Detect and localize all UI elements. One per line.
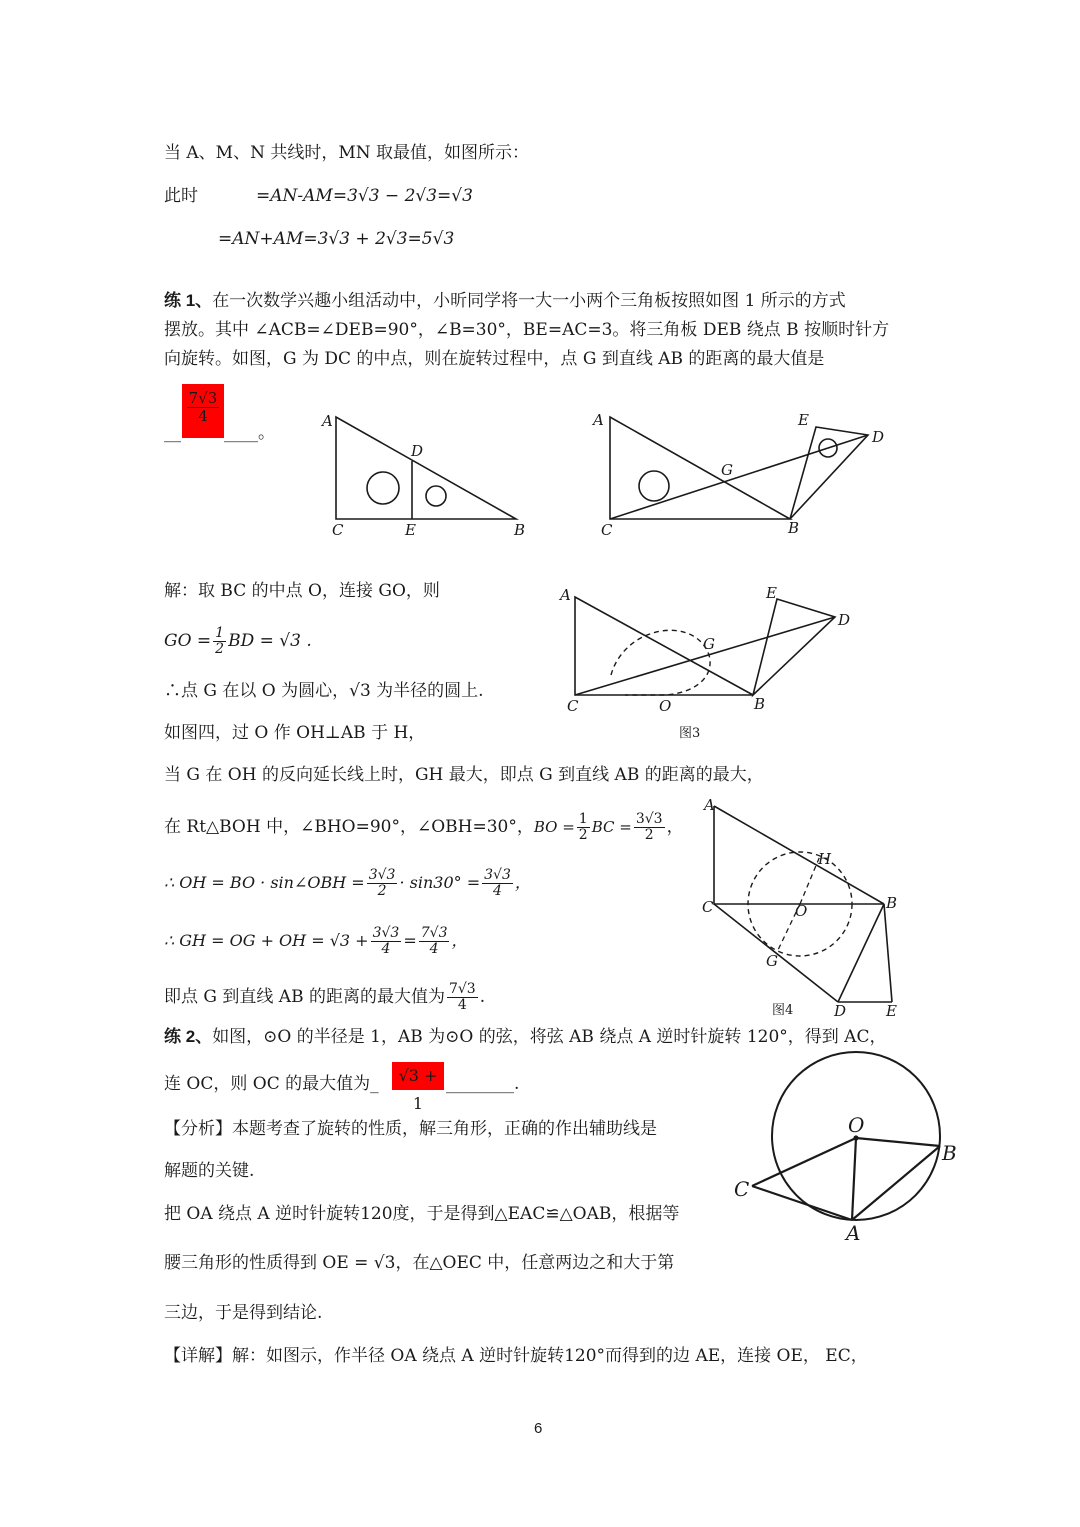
exercise-1-title: 练 1、 <box>164 291 213 310</box>
fig3-label-g: G <box>703 635 715 653</box>
fig2-label-e: E <box>798 411 809 429</box>
solution-1-line-9: 即点 G 到直线 AB 的距离的最大值为 $\frac{7√3}{4}$ . <box>164 981 486 1013</box>
fig4-label-b: B <box>886 894 898 912</box>
analysis-line-1: 【分析】本题考查了旋转的性质，解三角形，正确的作出辅助线是 <box>164 1119 657 1139</box>
figure-3 <box>555 585 865 745</box>
exercise-1-text-c: 向旋转。如图，G 为 DC 的中点，则在旋转过程中，点 G 到直线 AB 的距离的最大值是 <box>164 349 825 369</box>
exercise-1-blank-left: __ <box>164 423 181 443</box>
fig2-label-g: G <box>721 461 733 479</box>
fig3-caption: 图3 <box>679 726 701 741</box>
intro-line-3-eq: =AN+AM=3√3 + 2√3=5√3 <box>218 229 455 249</box>
fig4-label-h: H <box>818 850 832 868</box>
fig4-label-d: D <box>834 1002 847 1020</box>
intro-line-2-lead: 此时 <box>164 186 198 206</box>
solution-1-line-4: 如图四，过 O 作 OH⊥AB 于 H， <box>164 723 426 743</box>
solution-1-line-3: ∴点 G 在以 O 为圆心，√3 为半径的圆上. <box>164 681 484 701</box>
exercise-1-text-b: 摆放。其中 ∠ACB=∠DEB=90°，∠B=30°，BE=AC=3。将三角板 DEB 绕点 B 按顺时针方 <box>164 320 890 340</box>
fig3-label-o: O <box>659 697 672 715</box>
fig4-label-g: G <box>766 952 778 970</box>
solution-1-line-7: ∴ OH = BO · sin∠OBH = $\frac{3√3}{2}$ · sin30° = $\frac{3√3}{4}$ ， <box>164 867 531 899</box>
fig3-label-c: C <box>567 697 579 715</box>
solution-1-line-2: GO = $\frac{1}{2}$ BD = √3 . <box>164 625 312 657</box>
fig1-label-c: C <box>332 521 344 539</box>
fig1-label-b: B <box>514 521 526 539</box>
intro-line-1: 当 A、M、N 共线时，MN 取最值，如图所示： <box>164 143 530 163</box>
exercise-2-text-a: 练 2、如图，⊙O 的半径是 1，AB 为⊙O 的弦，将弦 AB 绕点 A 逆时针旋转 120°，得到 AC， <box>164 1027 887 1047</box>
fig1-label-e: E <box>405 521 416 539</box>
exercise-1-answer-box: $\frac{7√3}{4}$ <box>182 384 224 438</box>
page-number: 6 <box>534 1420 543 1437</box>
fig3-label-b: B <box>754 695 766 713</box>
fig5-label-o: O <box>848 1113 865 1137</box>
fig4-label-o: O <box>795 902 808 920</box>
fig2-label-d: D <box>872 428 885 446</box>
fig5-label-c: C <box>734 1177 750 1201</box>
solution-1-line-5: 当 G 在 OH 的反向延长线上时，GH 最大，即点 G 到直线 AB 的距离的最大， <box>164 765 764 785</box>
exercise-2-text-b: 连 OC，则 OC 的最大值为_ <box>164 1074 379 1094</box>
solution-1-line-1: 解：取 BC 的中点 O，连接 GO，则 <box>164 581 440 601</box>
solution-1-line-8: ∴ GH = OG + OH = √3 + $\frac{3√3}{4}$ = $\frac{7√3}{4}$ ， <box>164 925 468 957</box>
figure-2-rotated <box>590 405 900 540</box>
analysis-line-3: 把 OA 绕点 A 逆时针旋转120度，于是得到△EAC≌△OAB，根据等 <box>164 1204 680 1224</box>
analysis-line-5: 三边，于是得到结论. <box>164 1303 323 1323</box>
exercise-2-title: 练 2、 <box>164 1027 213 1046</box>
fig2-label-c: C <box>601 521 613 539</box>
figure-5-circle <box>730 1050 970 1250</box>
fig2-label-a: A <box>593 411 604 429</box>
fig3-label-e: E <box>766 584 777 602</box>
figure-4 <box>690 790 920 1025</box>
intro-line-2-eq: =AN-AM=3√3 − 2√3=√3 <box>256 186 473 206</box>
fig4-label-a: A <box>704 796 715 814</box>
fig1-label-a: A <box>322 412 333 430</box>
fig1-label-d: D <box>411 442 424 460</box>
fig4-label-e: E <box>886 1002 897 1020</box>
analysis-line-2: 解题的关键. <box>164 1161 255 1181</box>
fig3-label-d: D <box>838 611 851 629</box>
detail-line-1: 【详解】解：如图示，作半径 OA 绕点 A 逆时针旋转120°而得到的边 AE，连接 OE， EC， <box>164 1346 868 1366</box>
fig5-label-a: A <box>846 1221 861 1245</box>
fig4-caption: 图4 <box>772 1003 794 1018</box>
fig2-label-b: B <box>788 519 800 537</box>
solution-1-line-6: 在 Rt△BOH 中，∠BHO=90°，∠OBH=30°，BO = $\frac{1}{2}$ BC = $\frac{3√3}{2}$ ， <box>164 811 684 843</box>
fig3-label-a: A <box>560 586 571 604</box>
exercise-1-text-a: 练 1、在一次数学兴趣小组活动中，小昕同学将一大一小两个三角板按照如图 1 所示的方式 <box>164 291 846 311</box>
figure-1-triangles <box>320 405 530 540</box>
exercise-2-blank-tail: ________. <box>446 1074 520 1094</box>
analysis-line-4: 腰三角形的性质得到 OE = √3，在△OEC 中，任意两边之和大于第 <box>164 1253 675 1273</box>
fig5-label-b: B <box>942 1141 957 1165</box>
exercise-1-blank-right: ____。 <box>224 423 275 443</box>
exercise-2-answer-box: √3 + 1 <box>392 1062 444 1090</box>
fig4-label-c: C <box>702 898 714 916</box>
